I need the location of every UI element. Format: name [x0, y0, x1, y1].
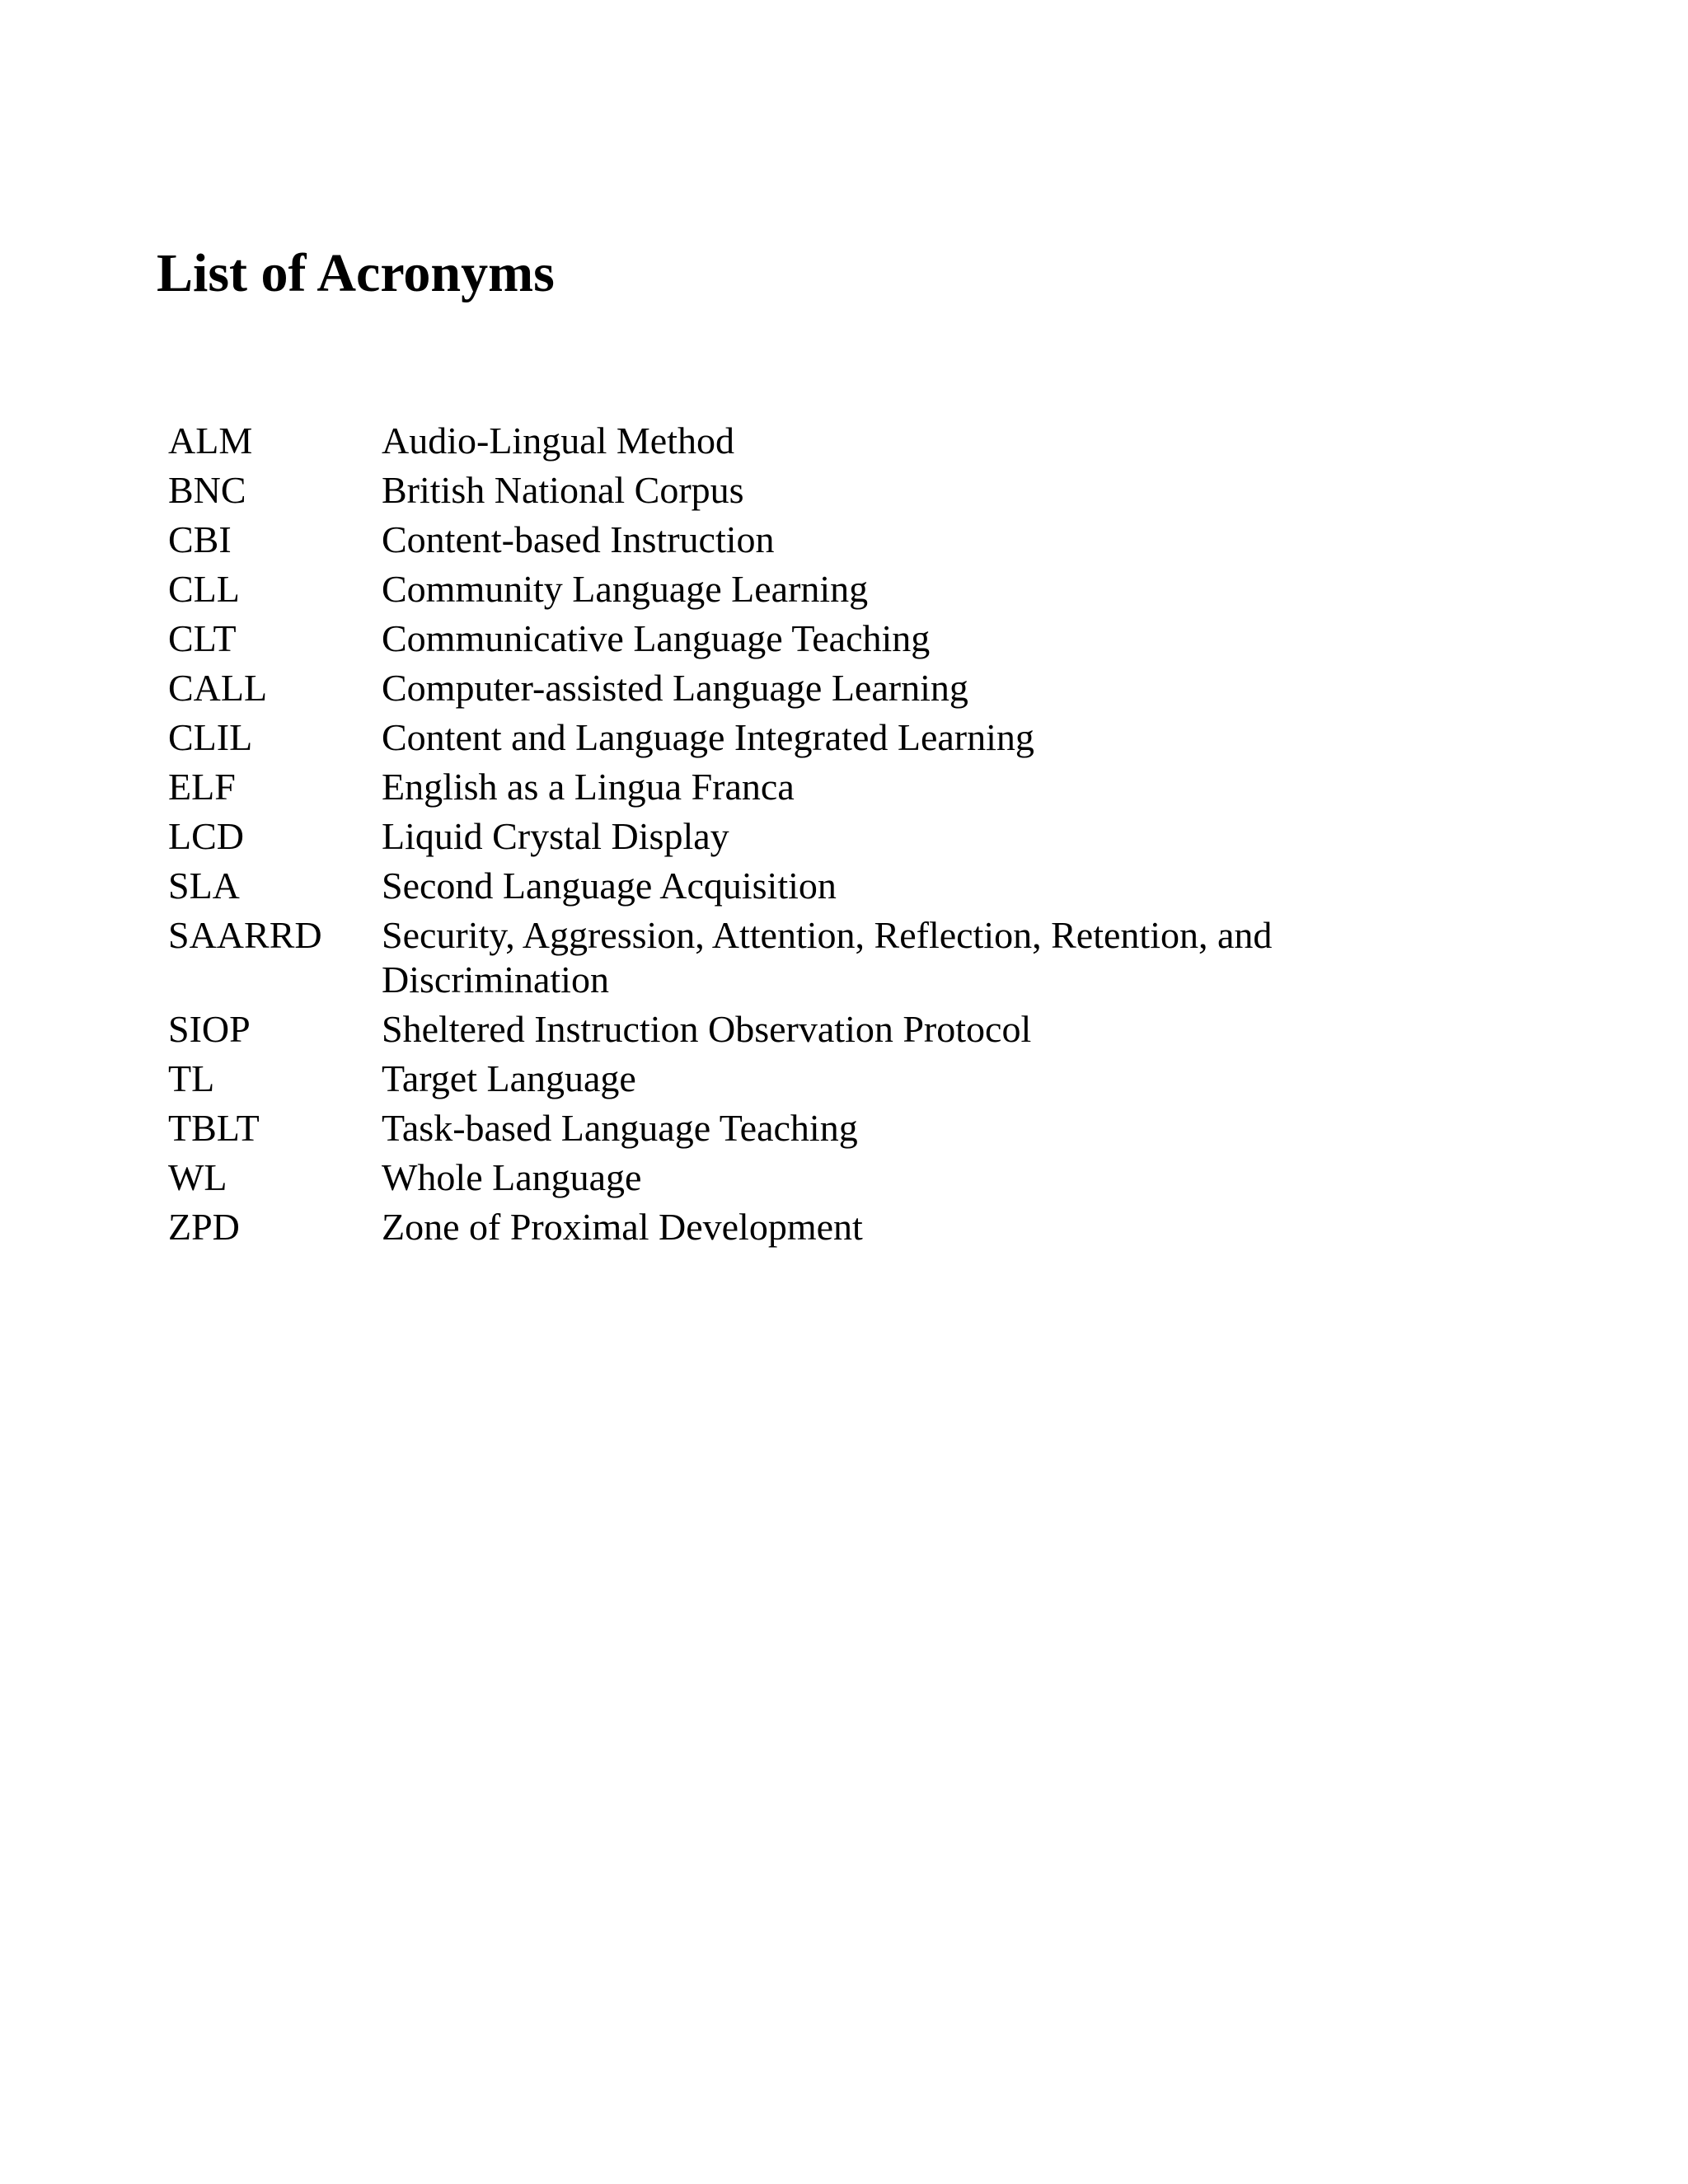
acronym-definition: Sheltered Instruction Observation Protocol — [382, 1008, 1032, 1050]
acronym-definition: Target Language — [382, 1057, 636, 1099]
acronym-list — [168, 419, 1355, 1254]
acronym-row — [168, 864, 1355, 913]
acronym-definition: Computer-assisted Language Learning — [382, 667, 968, 709]
acronym-definition: Content and Language Integrated Learning — [382, 716, 1034, 758]
acronym-abbreviation: SAARRD — [168, 914, 322, 956]
acronym-definition: Zone of Proximal Development — [382, 1206, 863, 1248]
acronym-row — [168, 1205, 1355, 1254]
acronym-abbreviation: ZPD — [168, 1206, 240, 1248]
acronym-definition: Audio-Lingual Method — [382, 419, 734, 462]
acronym-definition: Task-based Language Teaching — [382, 1107, 858, 1149]
acronym-row — [168, 715, 1355, 765]
acronym-definition: Content-based Instruction — [382, 518, 775, 560]
acronym-row — [168, 567, 1355, 616]
acronym-abbreviation: SLA — [168, 865, 240, 907]
acronym-abbreviation: SIOP — [168, 1008, 251, 1050]
acronym-abbreviation: CBI — [168, 518, 232, 560]
acronym-definition: Security, Aggression, Attention, Reflection, Retention, and Discrimination — [382, 914, 1273, 1001]
acronym-abbreviation: CLL — [168, 568, 240, 610]
acronym-abbreviation: ELF — [168, 766, 236, 808]
acronym-abbreviation: LCD — [168, 815, 244, 857]
acronym-row — [168, 419, 1355, 468]
acronym-abbreviation: TBLT — [168, 1107, 260, 1149]
acronym-definition: Whole Language — [382, 1156, 642, 1198]
acronym-row — [168, 468, 1355, 518]
acronym-definition: Community Language Learning — [382, 568, 869, 610]
acronym-row — [168, 1057, 1355, 1106]
acronym-definition: British National Corpus — [382, 469, 744, 511]
acronym-abbreviation: BNC — [168, 469, 246, 511]
acronym-abbreviation: CALL — [168, 667, 268, 709]
acronym-abbreviation: ALM — [168, 419, 253, 462]
acronym-abbreviation: CLIL — [168, 716, 253, 758]
acronym-row — [168, 913, 1355, 1007]
acronym-abbreviation: CLT — [168, 617, 237, 659]
acronym-definition: English as a Lingua Franca — [382, 766, 795, 808]
acronym-abbreviation: WL — [168, 1156, 227, 1198]
acronym-row — [168, 1106, 1355, 1155]
acronym-abbreviation: TL — [168, 1057, 215, 1099]
acronym-row — [168, 666, 1355, 715]
acronym-definition: Liquid Crystal Display — [382, 815, 729, 857]
acronym-row — [168, 765, 1355, 814]
acronym-row — [168, 616, 1355, 666]
acronym-row — [168, 518, 1355, 567]
acronym-definition: Second Language Acquisition — [382, 865, 837, 907]
acronym-definition: Communicative Language Teaching — [382, 617, 931, 659]
acronym-row — [168, 814, 1355, 864]
acronym-row — [168, 1007, 1355, 1057]
acronym-row — [168, 1155, 1355, 1205]
page-title: List of Acronyms — [157, 243, 555, 303]
